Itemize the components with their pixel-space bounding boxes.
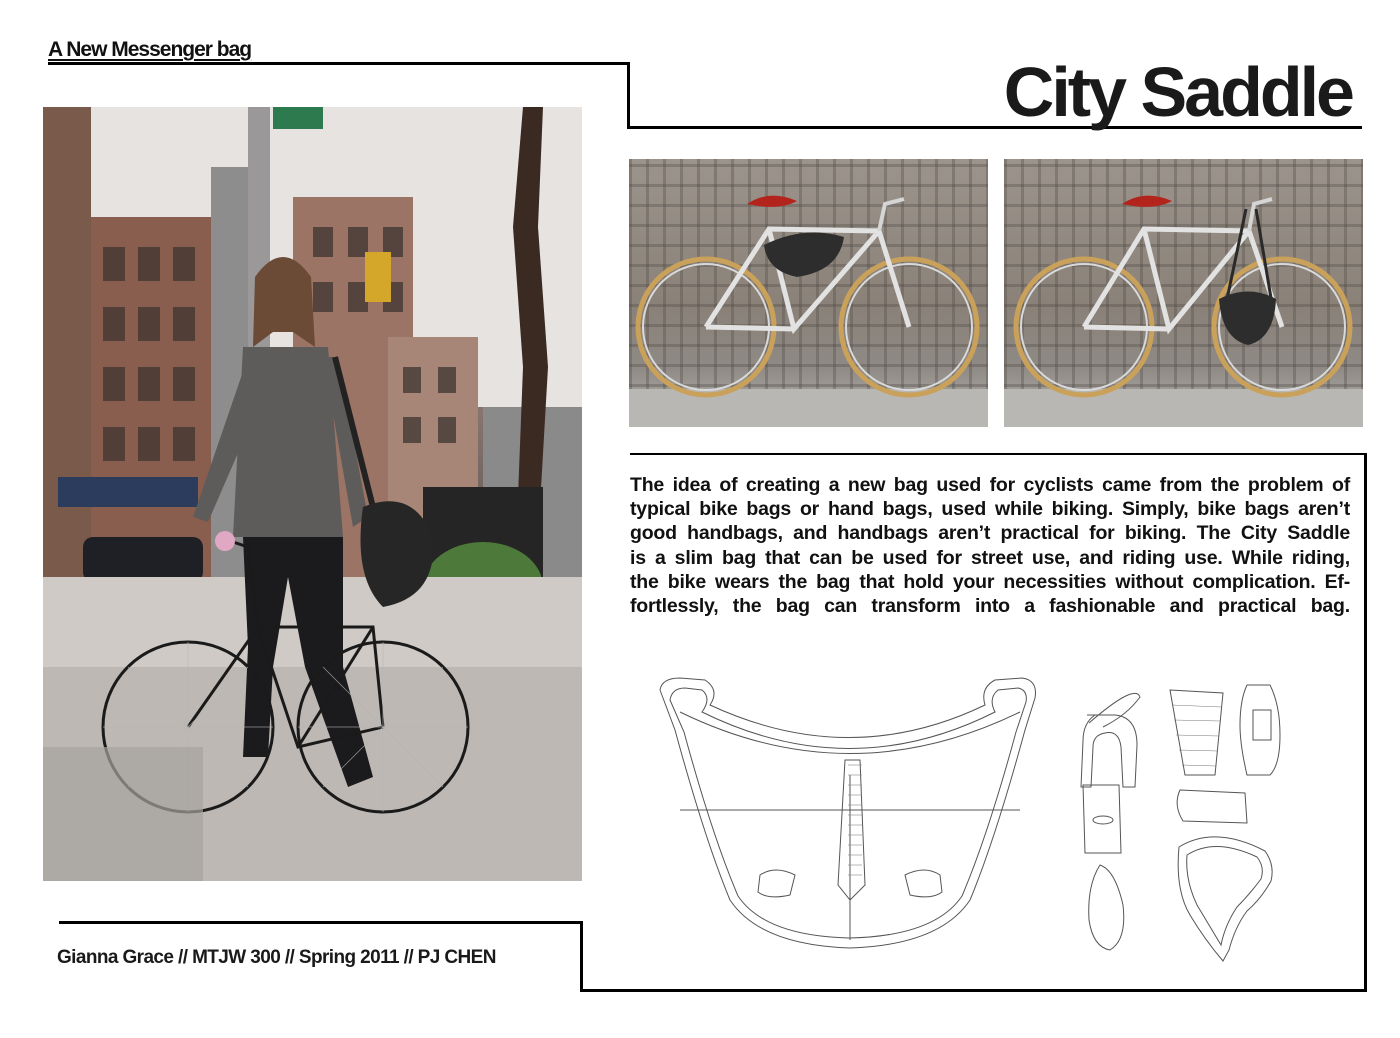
street-cyclist-illustration [43, 107, 582, 881]
bike-photo-bag-hanging [1004, 159, 1363, 427]
panel-top-rule [630, 453, 1366, 455]
top-rule-drop [627, 62, 630, 128]
description-line: the bike wears the bag that hold your necessities without complication. Ef- [630, 570, 1350, 593]
footer-drop-rule [580, 921, 583, 991]
top-rule [48, 62, 630, 65]
description-line: The idea of creating a new bag used for cyclists came from the problem of [630, 474, 1350, 496]
footer-top-rule [59, 921, 583, 924]
parts-drawing [1075, 675, 1295, 965]
description-line: fortlessly, the bag can transform into a fashionable and practical bag. [630, 595, 1350, 618]
description-line: typical bike bags or hand bags, used while biking. Simply, bike bags aren’t [630, 498, 1350, 521]
description-line: is a slim bag that can be used for street use, and riding use. While riding, [630, 546, 1350, 569]
page-title: City Saddle [1003, 53, 1352, 131]
bike-illustration [629, 159, 988, 427]
bike-illustration [1004, 159, 1363, 427]
main-photo [43, 107, 582, 881]
description-text [630, 473, 1350, 618]
subtitle: A New Messenger bag [48, 38, 252, 61]
bike-photo-bag-on-frame [629, 159, 988, 427]
description-line: good handbags, and handbags aren’t practical for biking. The City Saddle [630, 522, 1350, 545]
credit-line: Gianna Grace // MTJW 300 // Spring 2011 // PJ CHEN [57, 947, 496, 968]
panel-right-rule [1364, 453, 1367, 992]
bag-pattern-drawing [650, 670, 1050, 960]
panel-bottom-rule [580, 989, 1367, 992]
